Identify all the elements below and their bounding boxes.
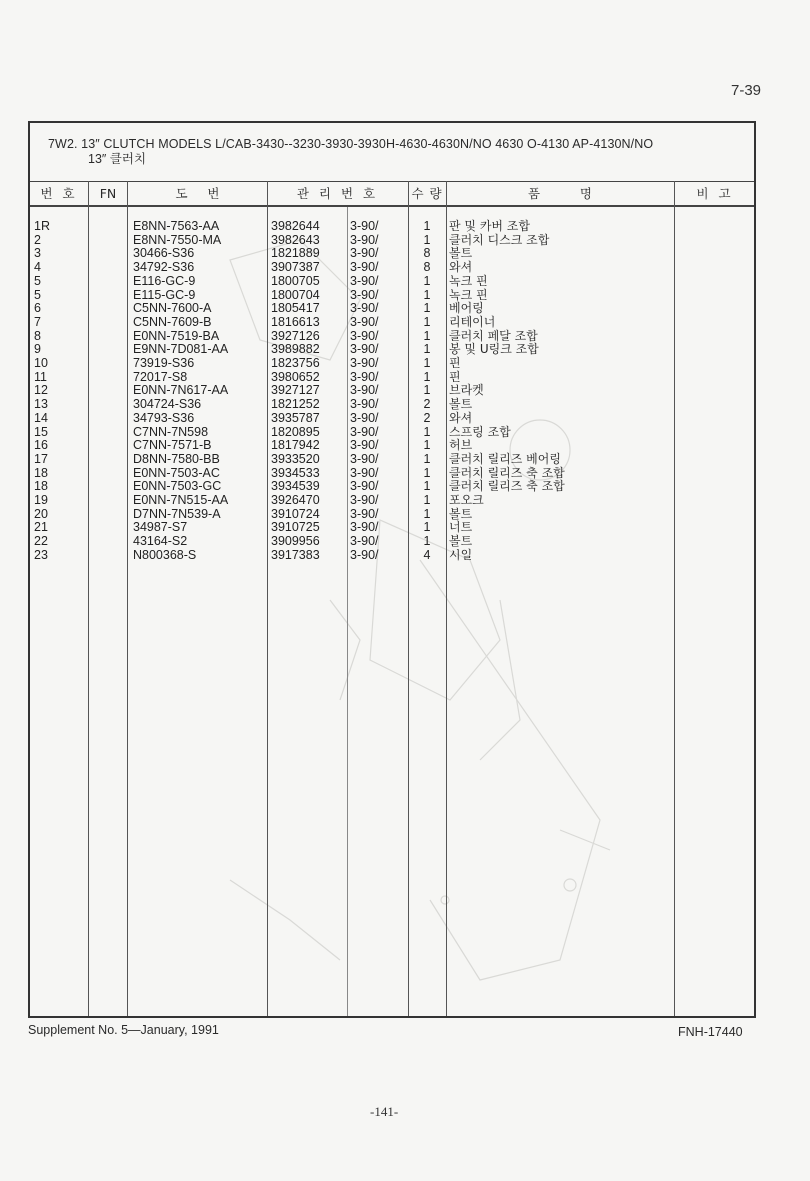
document-code: FNH-17440 — [678, 1025, 743, 1039]
drawing-number: C7NN-7571-B — [133, 438, 212, 453]
drawing-number: D7NN-7N539-A — [133, 506, 221, 521]
column-header-fn: FN — [99, 186, 117, 201]
management-number: 3910725 — [271, 520, 320, 535]
drawing-number: C5NN-7600-A — [133, 301, 212, 316]
management-number: 3934533 — [271, 465, 320, 480]
quantity: 1 — [423, 273, 431, 288]
table-row — [30, 521, 754, 535]
item-number: 9 — [34, 342, 41, 357]
page-number-bottom: -141- — [370, 1104, 399, 1119]
table-row — [30, 275, 754, 289]
drawing-number: E0NN-7519-BA — [133, 328, 220, 343]
quantity: 1 — [423, 369, 431, 384]
part-name: 클러치 릴리즈 축 조합 — [449, 465, 565, 480]
management-number: 1800705 — [271, 273, 320, 288]
table-row — [30, 467, 754, 481]
part-name: 와셔 — [449, 410, 473, 425]
table-row — [30, 371, 754, 385]
part-name: 시일 — [449, 547, 473, 562]
table-row — [30, 234, 754, 248]
part-name: 와셔 — [449, 260, 473, 275]
revision-date: 3-90/ — [350, 479, 379, 494]
item-number: 5 — [34, 273, 41, 288]
drawing-number: E116-GC-9 — [133, 273, 196, 288]
drawing-number: 43164-S2 — [133, 534, 188, 549]
quantity: 1 — [423, 534, 431, 549]
table-row — [30, 412, 754, 426]
table-row — [30, 398, 754, 412]
revision-date: 3-90/ — [350, 451, 379, 466]
revision-date: 3-90/ — [350, 410, 379, 425]
management-number: 3927126 — [271, 328, 320, 343]
table-row — [30, 343, 754, 357]
table-row — [30, 508, 754, 522]
quantity: 1 — [423, 342, 431, 357]
drawing-number: E8NN-7563-AA — [133, 219, 220, 233]
management-number: 3927127 — [271, 383, 320, 398]
management-number: 3910724 — [271, 506, 320, 521]
quantity: 1 — [423, 479, 431, 494]
management-number: 1817942 — [271, 438, 320, 453]
column-header-part-name: 품 명 — [528, 186, 592, 201]
revision-date: 3-90/ — [350, 356, 379, 370]
item-number: 23 — [34, 547, 48, 562]
table-row — [30, 494, 754, 508]
part-name: 스프링 조합 — [449, 424, 511, 439]
management-number: 1823756 — [271, 356, 320, 370]
part-name: 핀 — [449, 356, 461, 370]
part-name: 리테이너 — [449, 314, 496, 329]
part-name: 클러치 릴리즈 베어링 — [449, 451, 561, 466]
drawing-number: E0NN-7503-GC — [133, 479, 222, 494]
drawing-number: C5NN-7609-B — [133, 314, 212, 329]
revision-date: 3-90/ — [350, 534, 379, 549]
column-header-quantity: 수 량 — [411, 186, 443, 201]
revision-date: 3-90/ — [350, 219, 379, 233]
quantity: 1 — [423, 493, 431, 507]
management-number: 3917383 — [271, 547, 320, 562]
quantity: 1 — [423, 356, 431, 370]
item-number: 18 — [34, 479, 48, 494]
item-number: 18 — [34, 465, 48, 480]
table-row — [30, 330, 754, 344]
item-number: 12 — [34, 383, 48, 398]
drawing-number: 72017-S8 — [133, 369, 188, 384]
part-name: 봉 및 U링크 조합 — [449, 342, 539, 357]
revision-date: 3-90/ — [350, 246, 379, 261]
revision-date: 3-90/ — [350, 438, 379, 453]
column-header-management: 관 리 번 호 — [296, 186, 379, 201]
item-number: 15 — [34, 424, 48, 439]
revision-date: 3-90/ — [350, 342, 379, 357]
item-number: 21 — [34, 520, 48, 535]
column-header-no: 번 호 — [40, 186, 78, 201]
quantity: 1 — [423, 451, 431, 466]
part-name: 볼트 — [449, 534, 473, 549]
quantity: 8 — [423, 260, 431, 275]
revision-date: 3-90/ — [350, 493, 379, 507]
quantity: 1 — [423, 520, 431, 535]
table-row — [30, 357, 754, 371]
supplement-note: Supplement No. 5—January, 1991 — [28, 1023, 219, 1037]
item-number: 2 — [34, 232, 41, 247]
table-row — [30, 316, 754, 330]
management-number: 1805417 — [271, 301, 320, 316]
parts-list-table — [28, 121, 756, 1018]
management-number: 3926470 — [271, 493, 320, 507]
revision-date: 3-90/ — [350, 314, 379, 329]
part-name: 판 및 카버 조합 — [449, 219, 530, 233]
management-number: 3909956 — [271, 534, 320, 549]
drawing-number: D8NN-7580-BB — [133, 451, 220, 466]
part-name: 볼트 — [449, 506, 473, 521]
item-number: 14 — [34, 410, 48, 425]
revision-date: 3-90/ — [350, 397, 379, 412]
part-name: 너트 — [449, 520, 473, 535]
table-row — [30, 439, 754, 453]
quantity: 1 — [423, 219, 431, 233]
quantity: 1 — [423, 506, 431, 521]
revision-date: 3-90/ — [350, 301, 379, 316]
column-header-row — [30, 181, 754, 207]
item-number: 22 — [34, 534, 48, 549]
management-number: 3980652 — [271, 369, 320, 384]
part-name: 클러치 릴리즈 축 조합 — [449, 479, 565, 494]
revision-date: 3-90/ — [350, 424, 379, 439]
item-number: 7 — [34, 314, 41, 329]
drawing-number: 30466-S36 — [133, 246, 195, 261]
revision-date: 3-90/ — [350, 328, 379, 343]
revision-date: 3-90/ — [350, 547, 379, 562]
drawing-number: E0NN-7N617-AA — [133, 383, 229, 398]
drawing-number: 34792-S36 — [133, 260, 195, 275]
management-number: 3907387 — [271, 260, 320, 275]
revision-date: 3-90/ — [350, 369, 379, 384]
quantity: 1 — [423, 424, 431, 439]
item-number: 16 — [34, 438, 48, 453]
drawing-number: 34793-S36 — [133, 410, 195, 425]
quantity: 1 — [423, 301, 431, 316]
table-row — [30, 247, 754, 261]
management-number: 3982644 — [271, 219, 320, 233]
quantity: 1 — [423, 465, 431, 480]
drawing-number: 73919-S36 — [133, 356, 195, 370]
item-number: 10 — [34, 356, 48, 370]
management-number: 3989882 — [271, 342, 320, 357]
item-number: 6 — [34, 301, 41, 316]
item-number: 5 — [34, 287, 41, 302]
management-number: 1821889 — [271, 246, 320, 261]
part-name: 허브 — [449, 438, 473, 453]
quantity: 1 — [423, 383, 431, 398]
item-number: 3 — [34, 246, 41, 261]
revision-date: 3-90/ — [350, 465, 379, 480]
drawing-number: E0NN-7N515-AA — [133, 493, 229, 507]
part-name: 베어링 — [449, 301, 484, 316]
drawing-number: E8NN-7550-MA — [133, 232, 222, 247]
quantity: 2 — [423, 397, 431, 412]
part-name: 볼트 — [449, 246, 473, 261]
table-row — [30, 261, 754, 275]
item-number: 8 — [34, 328, 41, 343]
management-number: 1820895 — [271, 424, 320, 439]
drawing-number: E115-GC-9 — [133, 287, 196, 302]
table-row — [30, 549, 754, 563]
part-name: 볼트 — [449, 397, 473, 412]
part-name: 녹크 핀 — [449, 273, 488, 288]
quantity: 1 — [423, 232, 431, 247]
item-number: 17 — [34, 451, 48, 466]
revision-date: 3-90/ — [350, 383, 379, 398]
quantity: 4 — [423, 547, 431, 562]
part-name: 핀 — [449, 369, 461, 384]
management-number: 3982643 — [271, 232, 320, 247]
table-row — [30, 480, 754, 494]
part-name: 브라켓 — [449, 383, 484, 398]
management-number: 1816613 — [271, 314, 320, 329]
revision-date: 3-90/ — [350, 520, 379, 535]
revision-date: 3-90/ — [350, 260, 379, 275]
quantity: 1 — [423, 314, 431, 329]
part-name: 포오크 — [449, 493, 484, 507]
item-number: 1R — [34, 219, 50, 233]
item-number: 4 — [34, 260, 41, 275]
management-number: 3933520 — [271, 451, 320, 466]
management-number: 3934539 — [271, 479, 320, 494]
revision-date: 3-90/ — [350, 506, 379, 521]
table-row — [30, 220, 754, 234]
item-number: 11 — [34, 369, 47, 384]
table-row — [30, 302, 754, 316]
table-row — [30, 289, 754, 303]
table-row — [30, 535, 754, 549]
quantity: 1 — [423, 287, 431, 302]
drawing-number: E9NN-7D081-AA — [133, 342, 229, 357]
item-number: 19 — [34, 493, 48, 507]
drawing-number: C7NN-7N598 — [133, 424, 209, 439]
drawing-number: 34987-S7 — [133, 520, 188, 535]
item-number: 13 — [34, 397, 48, 412]
drawing-number: N800368-S — [133, 547, 197, 562]
revision-date: 3-90/ — [350, 273, 379, 288]
drawing-number: E0NN-7503-AC — [133, 465, 220, 480]
quantity: 1 — [423, 328, 431, 343]
column-header-drawing: 도 번 — [175, 186, 220, 201]
quantity: 8 — [423, 246, 431, 261]
drawing-number: 304724-S36 — [133, 397, 202, 412]
management-number: 3935787 — [271, 410, 320, 425]
revision-date: 3-90/ — [350, 232, 379, 247]
table-row — [30, 384, 754, 398]
section-title: 7W2. 13″ CLUTCH MODELS L/CAB-3430--3230-3930-3930H-4630-4630N/NO 4630 O-4130 AP-4130N/NO — [48, 137, 654, 151]
management-number: 1821252 — [271, 397, 320, 412]
page-number-top: 7-39 — [731, 82, 762, 99]
quantity: 1 — [423, 438, 431, 453]
revision-date: 3-90/ — [350, 287, 379, 302]
part-name: 녹크 핀 — [449, 287, 488, 302]
management-number: 1800704 — [271, 287, 320, 302]
part-name: 클러치 페달 조합 — [449, 328, 538, 343]
section-subtitle: 13″ 클러치 — [88, 152, 147, 166]
table-row — [30, 426, 754, 440]
quantity: 2 — [423, 410, 431, 425]
column-header-remarks: 비 고 — [696, 186, 734, 201]
table-row — [30, 453, 754, 467]
part-name: 클러치 디스크 조합 — [449, 232, 550, 247]
item-number: 20 — [34, 506, 48, 521]
